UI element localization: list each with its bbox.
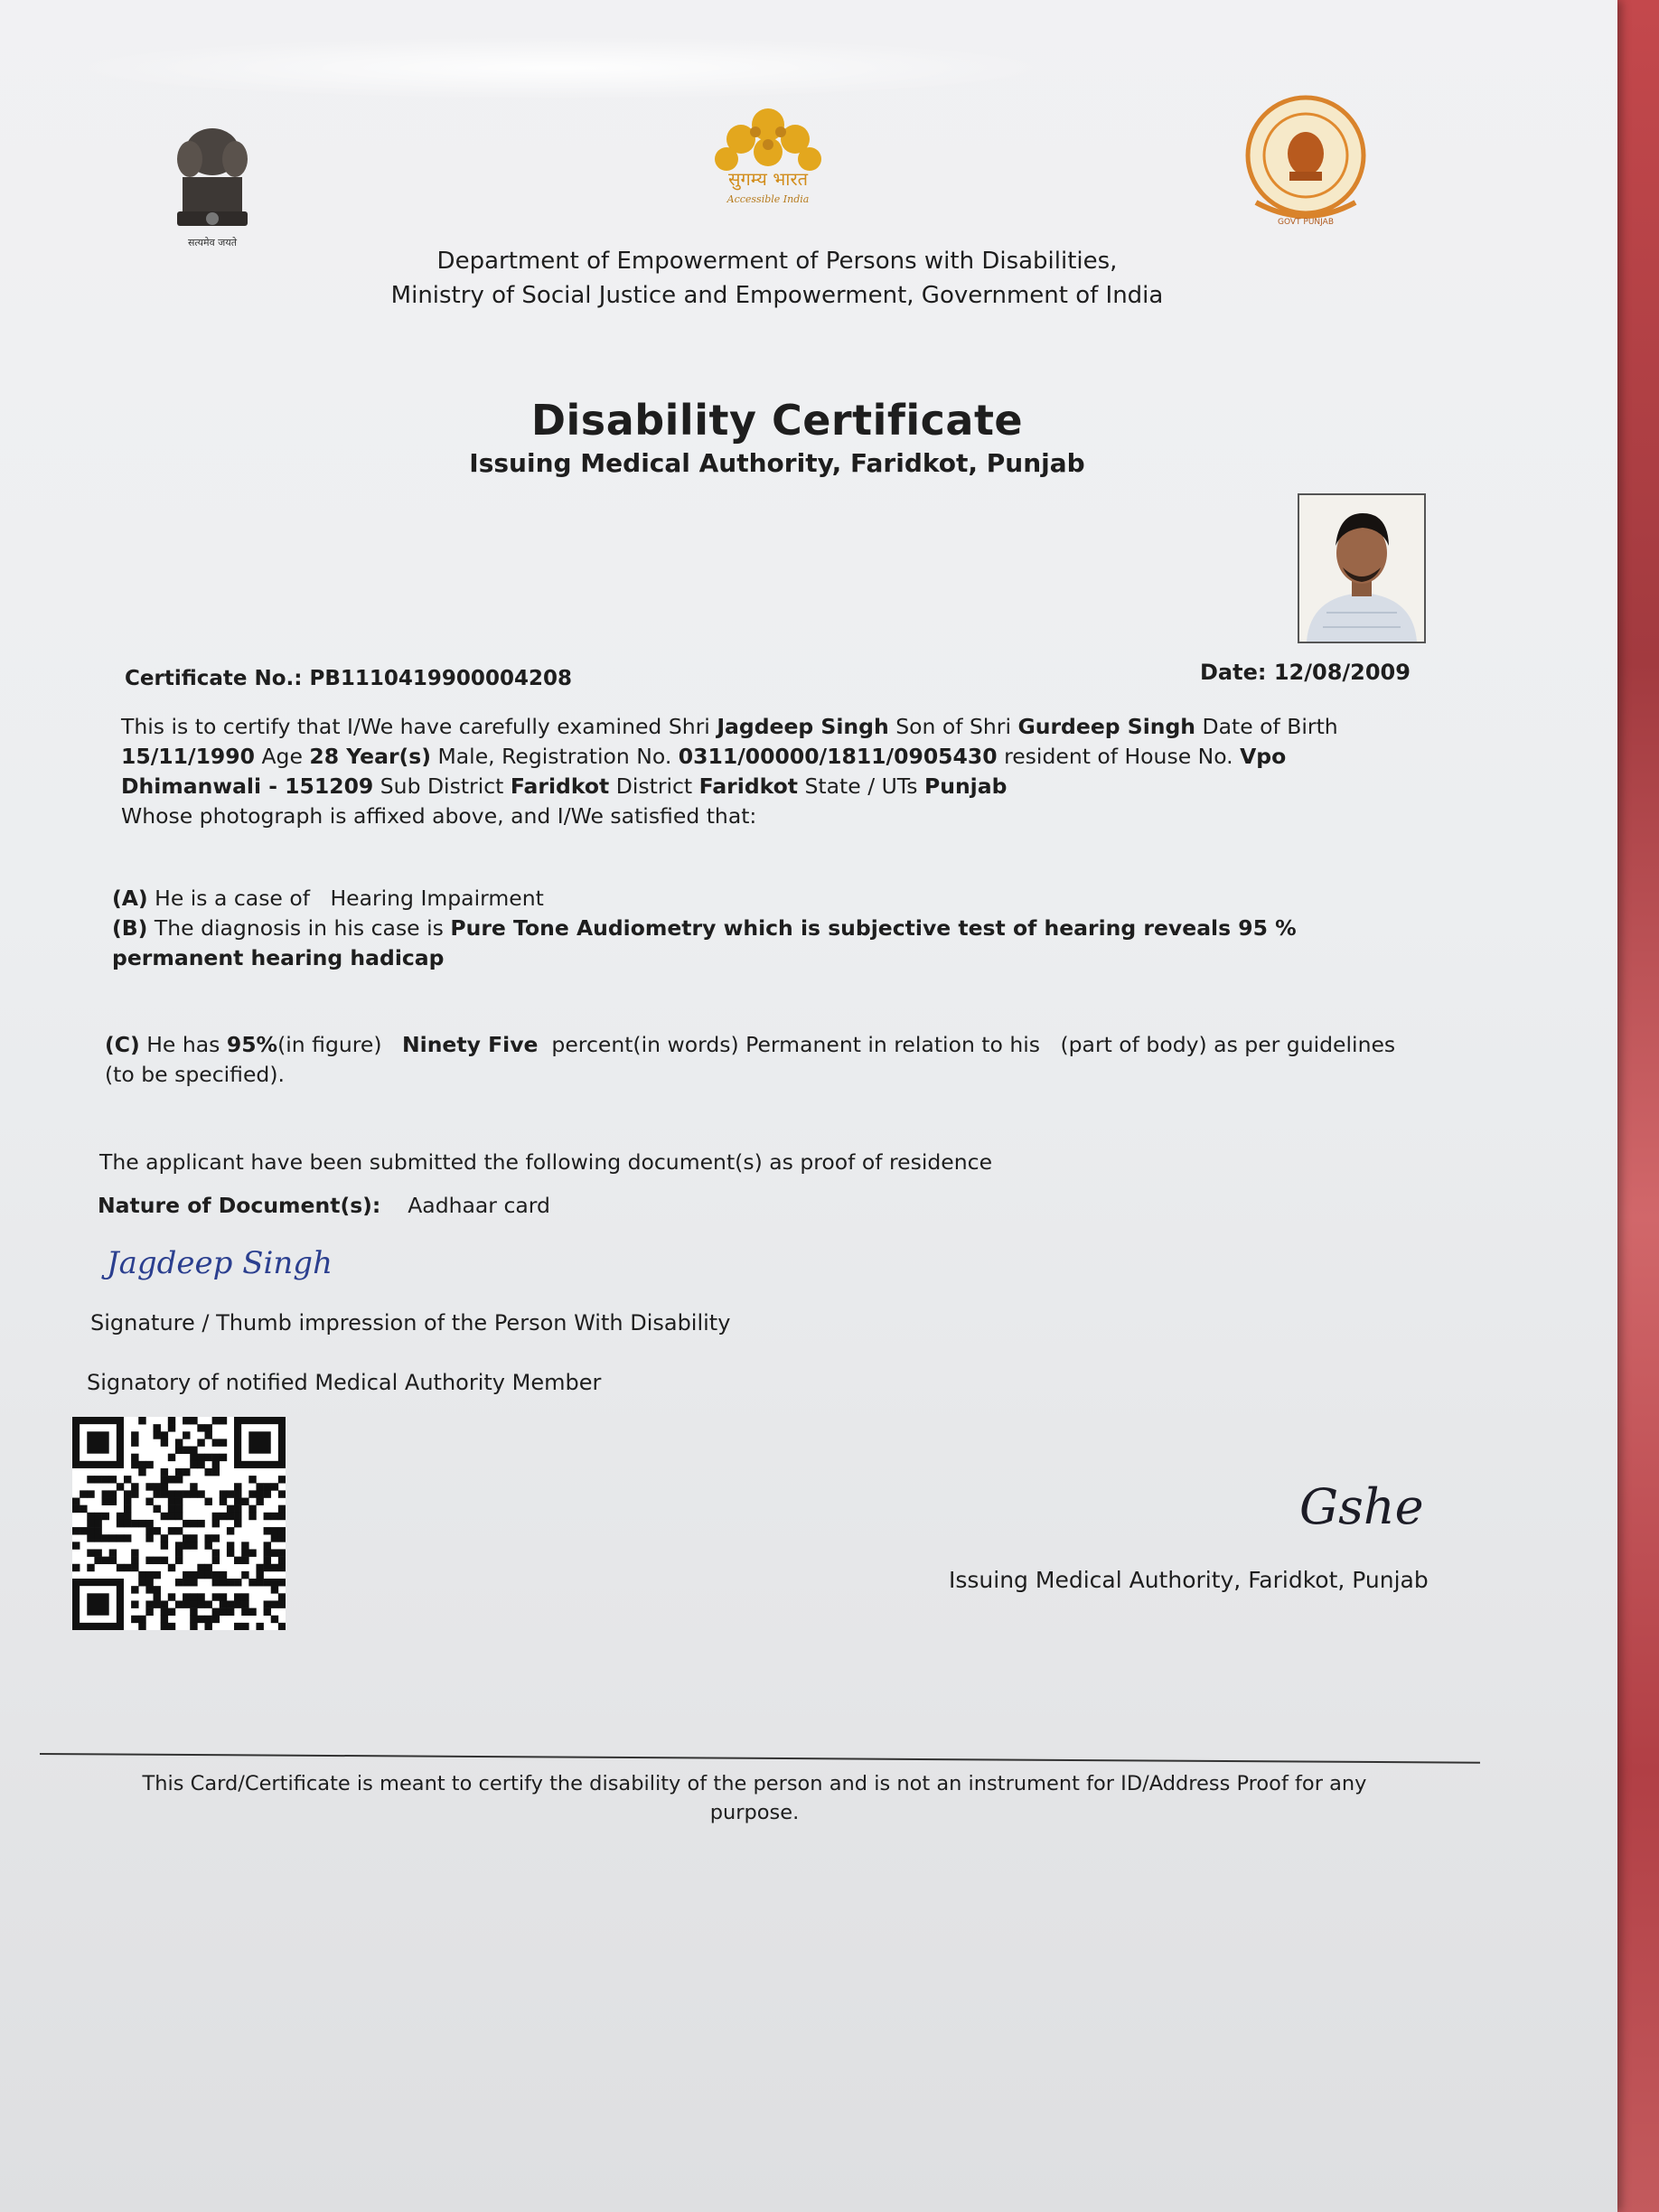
certificate-number-value: PB1110419900004208 (309, 667, 572, 690)
nature-of-document: Nature of Document(s): Aadhaar card (98, 1193, 550, 1218)
document-type: Aadhaar card (408, 1193, 550, 1218)
sub-district: Faridkot (510, 773, 610, 799)
emblem-caption: सत्यमेव जयते (187, 237, 238, 248)
finding-c: (C) He has 95%(in figure) Ninety Five percent(in words) Permanent in relation to his (part of body) as per guidelines (to be specified). (105, 1032, 1396, 1087)
diagnosis: Pure Tone Audiometry which is subjective test of hearing reveals 95 % permanent hearing hadicap (112, 915, 1297, 970)
father-name: Gurdeep Singh (1017, 714, 1196, 739)
certificate-title: Disability Certificate (530, 396, 1024, 445)
disability-percent-figure: 95% (226, 1032, 278, 1057)
department-line-2: Ministry of Social Justice and Empowerment, Government of India (390, 282, 1164, 309)
certificate-subtitle: Issuing Medical Authority, Faridkot, Punjab (469, 448, 1085, 478)
age: 28 Year(s) (309, 744, 432, 769)
certificate-date: Date: 12/08/2009 (1200, 660, 1411, 685)
department-line-1: Department of Empowerment of Persons with Disabilities, (436, 248, 1118, 275)
date-of-birth: 15/11/1990 (121, 744, 255, 769)
certificate-number: Certificate No.: PB1110419900004208 (125, 667, 572, 690)
residence-statement: The applicant have been submitted the following document(s) as proof of residence (99, 1149, 993, 1175)
person-signature: Jagdeep Singh (107, 1245, 333, 1281)
person-name: Jagdeep Singh (717, 714, 889, 739)
applicant-photo (1298, 493, 1426, 643)
disability-percent-words: Ninety Five (401, 1032, 539, 1057)
finding-b: (B) The diagnosis in his case is Pure Tone Audiometry which is subjective test of hearing reveals 95 % permanent hearing hadicap (112, 915, 1297, 970)
person-signature-label: Signature / Thumb impression of the Person With Disability (90, 1310, 731, 1336)
registration-number: 0311/00000/1811/0905430 (678, 744, 998, 769)
punjab-seal-logo (1240, 94, 1372, 230)
findings-a-b (112, 884, 1422, 973)
district: Faridkot (698, 773, 799, 799)
photo-statement: Whose photograph is affixed above, and I/We satisfied that: (121, 803, 757, 829)
certificate-date-value: 12/08/2009 (1273, 660, 1411, 685)
seal-text: GOVT PUNJAB (1278, 218, 1334, 227)
light-glare (63, 36, 1057, 99)
accessible-india-logo (701, 99, 835, 213)
disability-type: Hearing Impairment (330, 886, 544, 911)
finding-a: (A) He is a case of Hearing Impairment (112, 886, 544, 911)
footer-divider (40, 1753, 1480, 1764)
authority-label: Issuing Medical Authority, Faridkot, Punjab (949, 1567, 1429, 1593)
footer-note: This Card/Certificate is meant to certify the disability of the person and is not an instrument for ID/Address Proof for any purpose. (142, 1772, 1367, 1824)
authority-signature: Gshe (1299, 1478, 1424, 1535)
state: Punjab (923, 773, 1008, 799)
department-heading (0, 244, 1554, 313)
certification-paragraph: This is to certify that I/We have carefully examined Shri Jagdeep Singh Son of Shri Gurdeep Singh Date of Birth 15/11/1990 Age 28 Year(s) Male, Registration No. 0311/00000/1811/0905430 resident of House No. Vpo Dhimanwali - 151209 Sub District Faridkot District Faridkot State / UTs Punjab Whose photograph is affixed above, and I/We satisfied that: (121, 714, 1338, 829)
signatory-label: Signatory of notified Medical Authority Member (87, 1370, 602, 1395)
center-logo-text: सुगम्य भारत (727, 168, 809, 190)
national-emblem-logo (163, 114, 262, 258)
house-address: Vpo Dhimanwali - 151209 (121, 744, 1287, 799)
qr-code (72, 1417, 286, 1630)
center-logo-subtext: Accessible India (726, 193, 810, 205)
